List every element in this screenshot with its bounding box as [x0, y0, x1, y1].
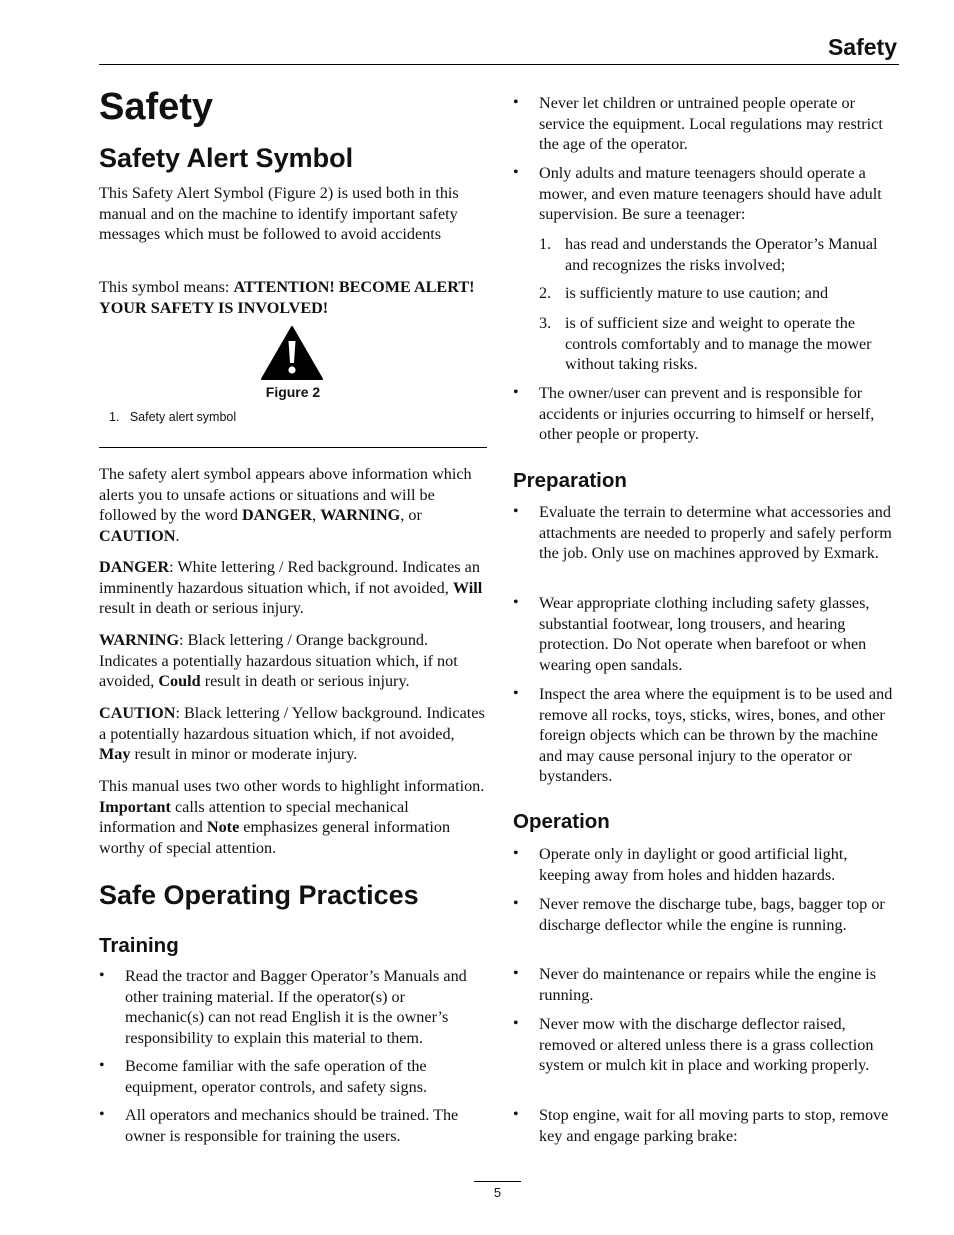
- training-heading: Training: [99, 934, 179, 957]
- footer-rule: [474, 1181, 521, 1182]
- figure-rule: [99, 447, 487, 448]
- list-item: • Evaluate the terrain to determine what accessories and attachments are needed to properly and safely perform the job. Only use on machines approved by Exmark.: [513, 503, 892, 563]
- operation-heading: Operation: [513, 810, 610, 833]
- bullet: •: [513, 1106, 519, 1123]
- bullet: •: [513, 503, 519, 520]
- header-rule: [99, 64, 899, 65]
- safety-alert-heading: Safety Alert Symbol: [99, 143, 354, 173]
- manual-words-text: This manual uses two other words to highlight information. Important calls attention to special mechanical information and Note emphasizes general information worthy of special attention.: [99, 777, 485, 857]
- list-item: • Operate only in daylight or good artificial light, keeping away from holes and hidden hazards.: [513, 845, 848, 884]
- preparation-heading: Preparation: [513, 469, 627, 492]
- bullet: •: [99, 1106, 105, 1123]
- list-item: • All operators and mechanics should be trained. The owner is responsible for training the users.: [99, 1106, 459, 1145]
- list-item: • Stop engine, wait for all moving parts to stop, remove key and engage parking brake:: [513, 1106, 889, 1145]
- symbol-meaning: This symbol means: ATTENTION! BECOME ALERT! YOUR SAFETY IS INVOLVED!: [99, 278, 475, 317]
- list-item: • Never remove the discharge tube, bags, bagger top or discharge deflector while the engine is running.: [513, 895, 885, 934]
- bullet: •: [513, 164, 519, 181]
- warning-definition: WARNING: Black lettering / Orange background. Indicates a potentially hazardous situation which, if not avoided, Could result in death or serious injury.: [99, 631, 458, 691]
- list-item: • Wear appropriate clothing including safety glasses, substantial footwear, long trousers, and hearing protection. Do Not operate when barefoot or when wearing open sandals.: [513, 594, 870, 674]
- list-item: • Inspect the area where the equipment is to be used and remove all rocks, toys, sticks, wires, bones, and other foreign objects which can be thrown by the machine and may cause personal injury to the operator or bystanders.: [513, 685, 893, 786]
- list-item: • Never mow with the discharge deflector raised, removed or altered unless there is a grass collection system or mulch kit in place and working properly.: [513, 1015, 874, 1075]
- bullet: •: [99, 967, 105, 984]
- figure-caption: 1. Safety alert symbol: [109, 410, 237, 424]
- list-item: • Read the tractor and Bagger Operator’s Manuals and other training material. If the operator(s) or mechanic(s) can not read English it is the owner’s responsibility to explain this material to them.: [99, 967, 467, 1047]
- bullet: •: [513, 845, 519, 862]
- bullet: •: [513, 895, 519, 912]
- bullet: •: [513, 1015, 519, 1032]
- bullet: •: [513, 384, 519, 401]
- alert-appears-text: The safety alert symbol appears above information which alerts you to unsafe actions or situations and will be followed by the word DANGER, WARNING, or CAUTION.: [99, 465, 472, 545]
- numbered-item: 2. is sufficiently mature to use caution; and: [539, 284, 829, 302]
- list-item: • Never do maintenance or repairs while the engine is running.: [513, 965, 877, 1004]
- page-number: 5: [493, 1185, 502, 1200]
- numbered-item: 3. is of sufficient size and weight to operate the controls comfortably and to manage the mower without taking risks.: [539, 314, 872, 374]
- bullet: •: [513, 965, 519, 982]
- list-item: • Only adults and mature teenagers should operate a mower, and even mature teenagers should have adult supervision. Be sure a teenager:: [513, 164, 882, 224]
- danger-definition: DANGER: White lettering / Red background. Indicates an imminently hazardous situation which, if not avoided, Will result in death or serious injury.: [99, 558, 483, 618]
- alert-intro: This Safety Alert Symbol (Figure 2) is used both in this manual and on the machine to identify important safety messages which must be followed to avoid accidents: [99, 184, 459, 244]
- bullet: •: [513, 685, 519, 702]
- caution-definition: CAUTION: Black lettering / Yellow background. Indicates a potentially hazardous situation which, if not avoided, May result in minor or moderate injury.: [99, 704, 485, 764]
- list-item: • Become familiar with the safe operation of the equipment, operator controls, and safety signs.: [99, 1057, 428, 1096]
- bullet: •: [513, 94, 519, 111]
- bullet: •: [513, 594, 519, 611]
- numbered-item: 1. has read and understands the Operator’s Manual and recognizes the risks involved;: [539, 235, 878, 274]
- safety-alert-icon: [260, 325, 324, 381]
- running-header: Safety: [827, 34, 897, 60]
- safe-operating-heading: Safe Operating Practices: [99, 880, 419, 910]
- list-item: • Never let children or untrained people operate or service the equipment. Local regulations may restrict the age of the operator.: [513, 94, 883, 154]
- figure-label: Figure 2: [265, 384, 321, 400]
- page-title: Safety: [99, 86, 214, 128]
- list-item: • The owner/user can prevent and is responsible for accidents or injuries occurring to himself or herself, other people or property.: [513, 384, 875, 444]
- bullet: •: [99, 1057, 105, 1074]
